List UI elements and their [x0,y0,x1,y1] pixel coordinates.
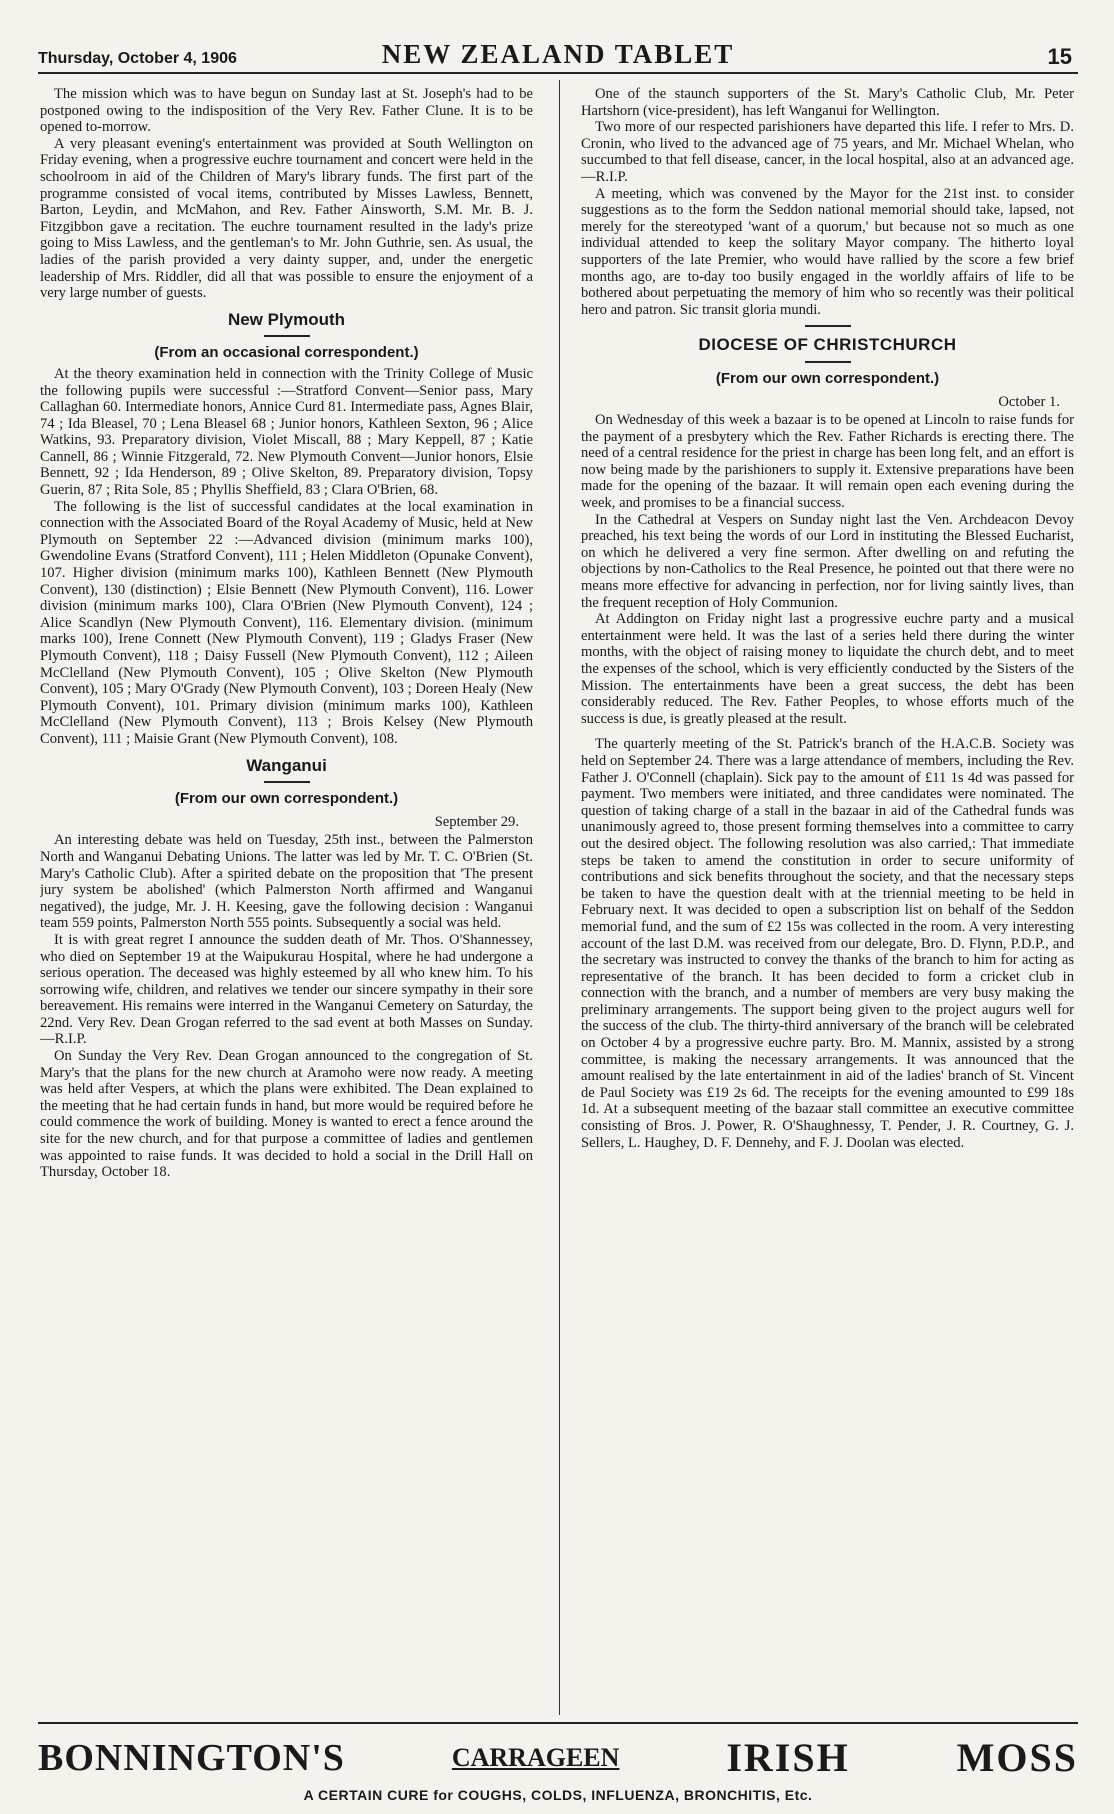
advertisement-banner [38,1722,1078,1803]
article-paragraph: At the theory examination held in connection with the Trinity College of Music the following pupils were successful :—Stratford Convent—Senior pass, Mary Callaghan 60. Intermediate honors, Annice Curd 81. Intermediate pass, Agnes Blair, 74 ; Ida Bleasel, 70 ; Lena Bleasel 68 ; Junior honors, Kathleen Sexton, 96 ; Alice Watkins, 93. Preparatory division, Violet Miscall, 88 ; Mary Keppell, 87 ; Katie Cannell, 86 ; Winnie Fitzgerald, 72. New Plymouth Convent—Junior honors, Elsie Bennett, 92 ; Ida Henderson, 89 ; Olive Skelton, 89. Preparatory division, Topsy Guerin, 87 ; Rita Sole, 85 ; Phyllis Sheffield, 83 ; Clara O'Brien, 68. [40,365,533,499]
masthead-title: NEW ZEALAND TABLET [381,39,735,69]
section-rule [264,335,310,337]
article-paragraph: A very pleasant evening's entertainment was provided at South Wellington on Friday evening, when a progressive euchre tournament and concert were held in the schoolroom in aid of the Children of Mary's library funds. The first part of the programme consisted of vocal items, contributed by Misses Lawless, Bennett, Barton, Leydin, and McMahon, and Rev. Father Ainsworth, S.M. Mr. B. J. Fitzgibbon gave a recitation. The euchre tournament resulted in the lady's prize going to Miss Lawless, and the gentleman's to Mr. John Guthrie, sen. As usual, the ladies of the parish provided a very dainty supper, and, under the energetic leadership of Mrs. Riddler, did all that was possible to ensure the enjoyment of a very large number of guests. [40,135,533,302]
right-column [581,86,1074,1711]
article-paragraph: The following is the list of successful candidates at the local examination in connection with the Associated Board of the Royal Academy of Music, held at New Plymouth on September 22 :—Advanced division (minimum marks 100), Gwendoline Evans (Stratford Convent), 111 ; Helen Middleton (Opunake Convent), 107. Higher division (minimum marks 100), Kathleen Bennett (New Plymouth Convent), 130 (distinction) ; Elsie Bennett (New Plymouth Convent), 116. Lower division (minimum marks 100), Clara O'Brien (New Plymouth Convent), 124 ; Alice Scandlyn (New Plymouth Convent), 116. Elementary division. (minimum marks 100), Irene Connett (New Plymouth Convent), 119 ; Gladys Fraser (New Plymouth Convent), 118 ; Daisy Fussell (New Plymouth Convent), 112 ; Aileen McClelland (New Plymouth Convent), 105 ; Olive Skelton (New Plymouth Convent), 105 ; Mary O'Grady (New Plymouth Convent), 103 ; Doreen Healy (New Plymouth Convent), 101. Primary division (minimum marks 100), Kathleen McClelland (New Plymouth Convent), 113 ; Brois Kelsey (New Plymouth Convent), 111 ; Maisie Grant (New Plymouth Convent), 108. [40,498,533,747]
article-paragraph: On Wednesday of this week a bazaar is to be opened at Lincoln to raise funds for the payment of a presbytery which the Rev. Father Richards is erecting there. The need of a central residence for the priest in charge has been long felt, and an effort is now being made by the parishioners to supply it. Extensive preparations have been made for the opening of the bazaar. It will remain open each evening during the week, and promises to be a financial success. [581,412,1074,512]
section-rule [805,325,851,327]
article-paragraph: In the Cathedral at Vespers on Sunday night last the Ven. Archdeacon Devoy preached, his text being the words of our Lord in instituting the Blessed Eucharist, on which he delivered a very fine sermon. After dwelling on and refuting the objections by non-Catholics to the Real Presence, he pointed out that there were no means more effective for advancing in perfection, nor for living saintly lives, than the frequent reception of Holy Communion. [581,511,1074,611]
section-byline: (From our own correspondent.) [174,790,399,808]
article-paragraph: On Sunday the Very Rev. Dean Grogan announced to the congregation of St. Mary's that the plans for the new church at Aramoho were now ready. A meeting was held after Vespers, at which the plans were exhibited. The Dean explained to the meeting that he had certain funds in hand, but more would be required before he could commence the work of building. Money is wanted to erect a fence around the site for the new church, and for that purpose a committee of ladies and gentlemen was appointed to raise funds. It was decided to hold a social in the Drill Hall on Thursday, October 18. [40,1048,533,1181]
section-byline: (From our own correspondent.) [715,369,940,387]
article-paragraph: A meeting, which was convened by the Mayor for the 21st inst. to consider suggestions as to the form the Seddon national memorial should take, lapsed, not merely for the stereotyped 'want of a quorum,' but because not so much as one individual attended to keep the solitary Mayor company. The hitherto loyal supporters of the late Premier, who would have rallied by the score a few brief months ago, are to-day too busily engaged in the worldly affairs of life to be bothered about perpetuating the memory of him who so recently was their political hero and patron. Sic transit gloria mundi. [581,185,1074,318]
section-rule [264,781,310,783]
advertisement-tagline: A CERTAIN CURE for COUGHS, COLDS, INFLUENZA, BRONCHITIS, Etc. [303,1787,813,1803]
ad-product-word: MOSS [956,1735,1078,1780]
ad-product-word: IRISH [726,1735,850,1780]
left-column [40,86,533,1711]
article-paragraph: At Addington on Friday night last a progressive euchre party and a musical entertainment were held. It was the last of a series held there during the winter months, with the object of raising money to liquidate the church debt, and to meet the expenses of the school, which is very efficiently conducted by the Sisters of the Mission. The entertainments have been a great success, the debt has been considerably reduced. The Rev. Father Peoples, to whose efforts much of the success is due, is greatly pleased at the result. [581,611,1074,727]
page-number: 15 [1047,44,1072,69]
section-rule [805,361,851,363]
article-paragraph: One of the staunch supporters of the St. Mary's Catholic Club, Mr. Peter Hartshorn (vice-president), has left Wanganui for Wellington. [581,86,1074,119]
article-paragraph: Two more of our respected parishioners have departed this life. I refer to Mrs. D. Cronin, who lived to the advanced age of 75 years, and Mr. Michael Whelan, who succumbed to that fell disease, cancer, in the local hospital, also at an advanced age.—R.I.P. [581,119,1074,185]
article-paragraph: The mission which was to have begun on Sunday last at St. Joseph's had to be postponed owing to the indisposition of the Very Rev. Father Clune. It is to be opened to-morrow. [40,86,533,136]
section-heading-wanganui: Wanganui [246,755,327,775]
section-dateline: October 1. [998,393,1060,410]
column-divider [559,80,560,1715]
section-dateline: September 29. [434,813,519,830]
ad-brand: BONNINGTON'S [38,1736,345,1779]
section-byline: (From an occasional correspondent.) [154,344,419,362]
issue-date: Thursday, October 4, 1906 [38,50,237,67]
section-heading-new-plymouth: New Plymouth [227,309,346,329]
article-paragraph: The quarterly meeting of the St. Patrick's branch of the H.A.C.B. Society was held on September 24. There was a large attendance of members, including the Rev. Father J. O'Connell (chaplain). Sick pay to the amount of £11 1s 4d was passed for payment. Two members were initiated, and three candidates were nominated. The question of taking charge of a stall in the bazaar in aid of the Cathedral funds was unanimously agreed to, those present forming themselves into a committee to carry out the desired object. The following resolution was also carried,: That immediate steps be taken to amend the constitution in order to secure uniformity of contributions and sick benefits throughout the society, and that the necessary steps be taken to have the question dealt with at the triennial meeting to be held in February next. It was decided to open a subscription list on behalf of the Seddon memorial fund, and the sum of £2 15s was collected in the room. A very interesting account of the last D.M. was received from our delegate, Bro. D. Flynn, P.D.P., and the secretary was instructed to convey the thanks of the branch to him for acting as representative of the branch. It has been decided to form a cricket club in connection with the branch, and a number of members are very busy making the preliminary arrangements. The support being given to the project augurs well for the success of the club. The thirty-third anniversary of the branch will be celebrated on October 4 by a progressive euchre party. Bro. M. Mannix, assisted by a strong committee, is making the necessary arrangements. It was announced that the amount realised by the late entertainment in aid of the ladies' branch of St. Vincent de Paul Society was £19 2s 6d. The receipts for the evening amounted to £99 18s 1d. At a subsequent meeting of the bazaar stall committee an executive committee consisting of Bros. J. Power, R. O'Shaughnessy, T. Pender, J. R. Courtney, G. J. Sellers, L. Haughey, D. F. Dennehy, and F. J. Doolan was elected. [581,736,1074,1151]
article-paragraph: It is with great regret I announce the sudden death of Mr. Thos. O'Shannessey, who died on September 19 at the Waipukurau Hospital, where he had undergone a serious operation. The deceased was highly esteemed by all who knew him. To his sorrowing wife, children, and relatives we tender our sincere sympathy in their sore bereavement. His remains were interred in the Wanganui Cemetery on Saturday, the 22nd. Very Rev. Dean Grogan referred to the sad event at both Masses on Sunday.—R.I.P. [40,931,533,1048]
advertisement-headline [38,1734,1078,1781]
page-header [38,38,1078,74]
section-heading-diocese-of-christchurch: DIOCESE OF CHRISTCHURCH [698,335,957,355]
ad-product-word: CARRAGEEN [451,1742,620,1772]
article-paragraph: An interesting debate was held on Tuesday, 25th inst., between the Palmerston North and Wanganui Debating Unions. The latter was led by Mr. T. C. O'Brien (St. Mary's Catholic Club). After a spirited debate on the proposition that 'The present jury system be abolished' (which Palmerston North affirmed and Wanganui negatived), the judge, Mr. J. H. Keesing, gave the following decision : Wanganui team 559 points, Palmerston North 555 points. Subsequently a social was held. [40,832,533,932]
